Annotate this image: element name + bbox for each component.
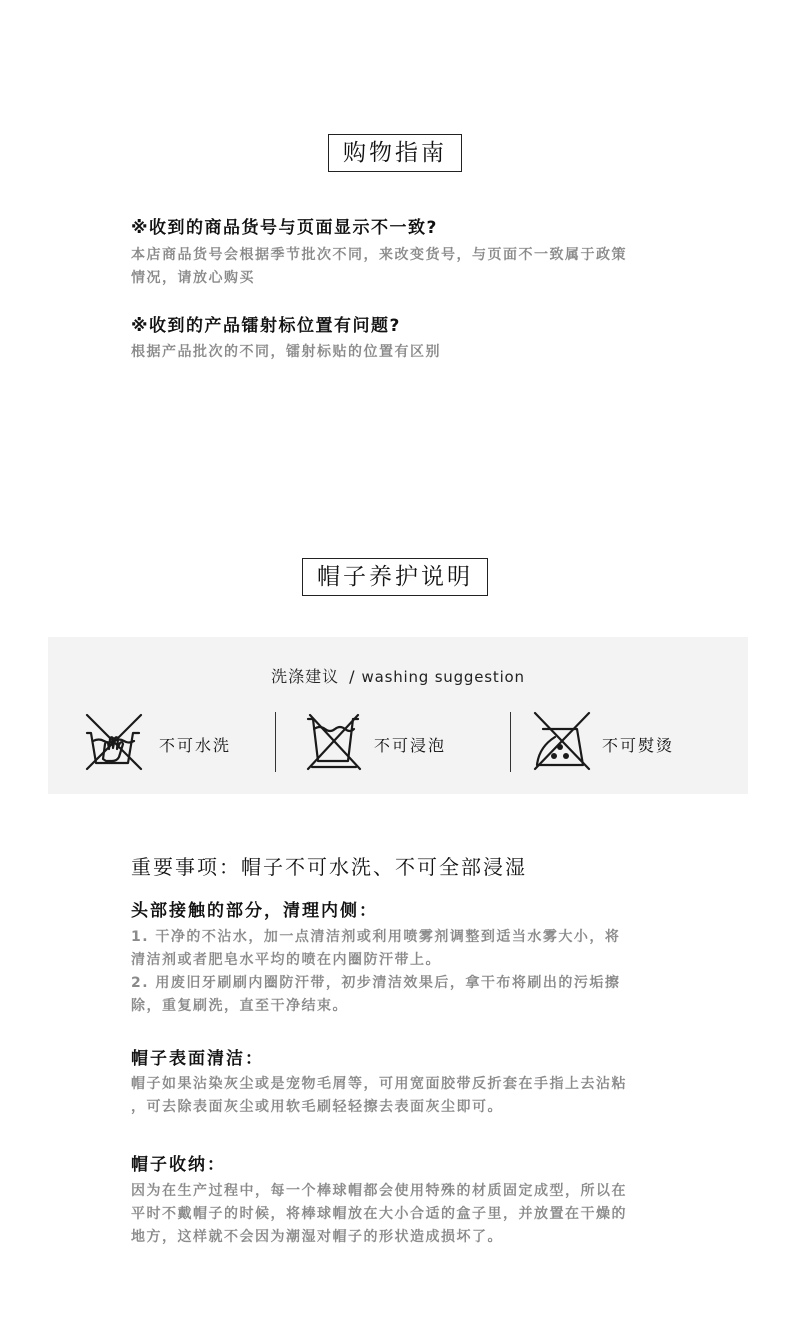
washing-title-cn: 洗涤建议 <box>271 667 340 686</box>
washing-title-en: washing suggestion <box>361 668 525 686</box>
body-line: 地方，这样就不会因为潮湿对帽子的形状造成损坏了。 <box>131 1229 503 1245</box>
no-soak-icon <box>304 711 366 773</box>
body-line: 除，重复刷洗，直至干净结束。 <box>131 998 348 1014</box>
no-iron-icon <box>533 711 593 773</box>
important-note: 重要事项：帽子不可水洗、不可全部浸湿 <box>131 855 527 879</box>
wash-item-label: 不可浸泡 <box>374 736 447 755</box>
body-line: 2. 用废旧牙刷刷内圈防汗带，初步清洁效果后，拿干布将刷出的污垢擦 <box>131 975 621 991</box>
faq-answer-2 <box>131 341 671 364</box>
body-line: ，可去除表面灰尘或用软毛刷轻轻擦去表面灰尘即可。 <box>131 1099 503 1115</box>
body-line: 1. 干净的不沾水，加一点清洁剂或利用喷雾剂调整到适当水雾大小，将 <box>131 929 621 945</box>
faq-answer-line: 本店商品货号会根据季节批次不同，来改变货号，与页面不一致属于政策 <box>131 247 627 263</box>
faq-answer-1 <box>131 244 671 290</box>
washing-title <box>48 664 748 687</box>
faq-answer-line: 根据产品批次的不同，镭射标贴的位置有区别 <box>131 344 441 360</box>
section-heading-storage: 帽子收纳： <box>131 1155 226 1175</box>
body-line: 因为在生产过程中，每一个棒球帽都会使用特殊的材质固定成型，所以在 <box>131 1183 627 1199</box>
body-line: 帽子如果沾染灰尘或是宠物毛屑等，可用宽面胶带反折套在手指上去沾粘 <box>131 1076 627 1092</box>
divider <box>510 712 511 772</box>
divider <box>275 712 276 772</box>
no-hand-wash-icon <box>83 711 145 773</box>
section-body-inner-cleaning <box>131 926 671 1018</box>
section-heading-inner-cleaning: 头部接触的部分，清理内侧： <box>131 901 378 921</box>
wash-item-label: 不可熨烫 <box>602 736 675 755</box>
body-line: 平时不戴帽子的时候，将棒球帽放在大小合适的盒子里，并放置在干燥的 <box>131 1206 627 1222</box>
washing-suggestion-panel <box>48 637 748 794</box>
care-title: 帽子养护说明 <box>302 558 488 596</box>
faq-question-1: ※收到的商品货号与页面显示不一致? <box>131 218 438 238</box>
wash-item-label: 不可水洗 <box>159 736 232 755</box>
section-body-surface-cleaning <box>131 1073 671 1119</box>
faq-question-2: ※收到的产品镭射标位置有问题? <box>131 316 401 336</box>
shopping-guide-title: 购物指南 <box>328 134 462 172</box>
section-heading-surface-cleaning: 帽子表面清洁： <box>131 1049 264 1069</box>
washing-title-separator: / <box>349 667 356 686</box>
faq-answer-line: 情况，请放心购买 <box>131 270 255 286</box>
body-line: 清洁剂或者肥皂水平均的喷在内圈防汗带上。 <box>131 952 441 968</box>
section-body-storage <box>131 1180 671 1249</box>
